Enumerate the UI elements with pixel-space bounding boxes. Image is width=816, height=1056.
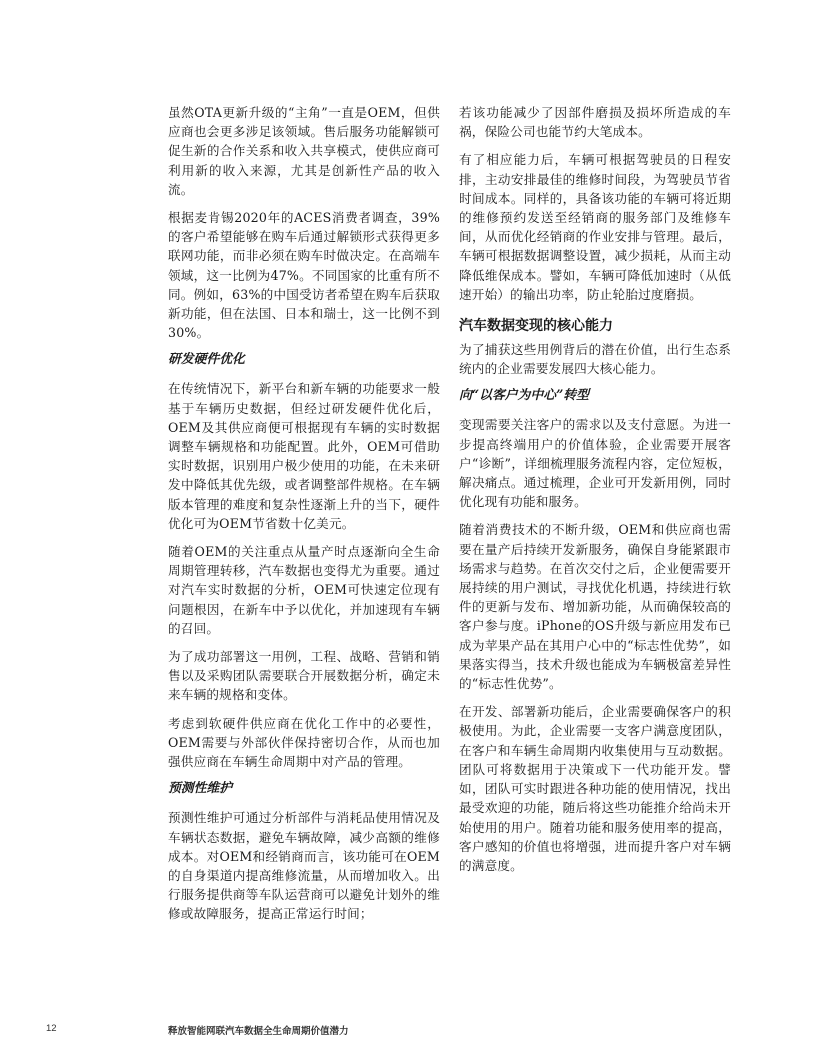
paragraph: 在开发、部署新功能后，企业需要确保客户的积极使用。为此，企业需要一支客户满意度团队，在客户和车辆生命周期内收集使用与互动数据。团队可将数据用于决策或下一代功能开发。譬如，团队可实时跟进各种功能的使用情况，找出最受欢迎的功能，随后将这些功能推介给尚未开始使用的用户。随着功能和服务使用率的提高，客户感知的价值也将增强，进而提升客户对车辆的满意度。	[459, 704, 731, 873]
paragraph: 有了相应能力后，车辆可根据驾驶员的日程安排，主动安排最佳的维修时间段，为驾驶员节省时间成本。同样的，具备该功能的车辆可将近期的维修预约发送至经销商的服务部门及维修车间，从而优化经销商的作业安排与管理。最后，车辆可根据数据调整设置，减少损耗，从而主动降低维保成本。譬如，车辆可降低加速时（从低速开始）的输出功率，防止轮胎过度磨损。	[459, 152, 731, 302]
right-column	[459, 103, 731, 884]
paragraph: 在传统情况下，新平台和新车辆的功能要求一般基于车辆历史数据，但经过研发硬件优化后，OEM及其供应商便可根据现有车辆的实时数据调整车辆规格和功能配置。此外，OEM可借助实时数据，识别用户极少使用的功能，在未来研发中降低其优先级，或者调整部件规格。在车辆版本管理的难度和复杂性逐渐上升的当下，硬件优化可为OEM节省数十亿美元。	[168, 381, 440, 531]
paragraph: 预测性维护可通过分析部件与消耗品使用情况及车辆状态数据，避免车辆故障，减少高额的维修成本。对OEM和经销商而言，该功能可在OEM的自身渠道内提高维修流量，从而增加收入。出行服务提供商等车队运营商可以避免计划外的维修或故障服务，提高正常运行时间；	[168, 810, 440, 922]
paragraph: 根据麦肯锡2020年的ACES消费者调查，39%的客户希望能够在购车后通过解锁形式获得更多联网功能，而非必须在购车时做决定。在高端车领域，这一比例为47%。不同国家的比重有所不同。例如，63%的中国受访者希望在购车后获取新功能，但在法国、日本和瑞士，这一比例不到30%。	[168, 210, 440, 341]
paragraph: 为了捕获这些用例背后的潜在价值，出行生态系统内的企业需要发展四大核心能力。	[459, 342, 731, 377]
subheading-rd-hardware: 研发硬件优化	[168, 352, 245, 368]
paragraph: 为了成功部署这一用例，工程、战略、营销和销售以及采购团队需要联合开展数据分析，确定未来车辆的规格和变体。	[168, 649, 440, 703]
paragraph: 考虑到软硬件供应商在优化工作中的必要性，OEM需要与外部伙伴保持密切合作，从而也加强供应商在车辆生命周期中对产品的管理。	[168, 715, 440, 770]
paragraph: 随着OEM的关注重点从量产时点逐渐向全生命周期管理转移，汽车数据也变得尤为重要。通过对汽车实时数据的分析，OEM可快速定位现有问题根因，在新车中予以优化，并加速现有车辆的召回。	[168, 544, 440, 636]
paragraph: 变现需要关注客户的需求以及支付意愿。为进一步提高终端用户的价值体验，企业需要开展客户“诊断”，详细梳理服务流程内容，定位短板，解决痛点。通过梳理，企业可开发新用例，同时优化现有功能和服务。	[459, 417, 731, 510]
paragraph: 若该功能减少了因部件磨损及损坏所造成的车祸，保险公司也能节约大笔成本。	[459, 105, 731, 140]
footer-title: 释放智能网联汽车数据全生命周期价值潜力	[168, 1026, 349, 1037]
subheading-predictive-maintenance: 预测性维护	[168, 781, 232, 797]
left-column	[168, 103, 440, 933]
page-number: 12	[46, 1023, 57, 1034]
section-heading: 汽车数据变现的核心能力	[459, 318, 613, 335]
paragraph: 虽然OTA更新升级的“主角”一直是OEM，但供应商也会更多涉足该领域。售后服务功能解锁可促生新的合作关系和收入共享模式，使供应商可利用新的收入来源，尤其是创新性产品的收入流。	[168, 105, 440, 197]
subheading-customer-centric: 向“以客户为中心”转型	[459, 388, 589, 404]
paragraph: 随着消费技术的不断升级，OEM和供应商也需要在量产后持续开发新服务，确保自身能紧跟市场需求与趋势。在首次交付之后，企业便需要开展持续的用户测试，寻找优化机遇，持续进行软件的更新与发布、增加新功能，从而确保较高的客户参与度。iPhone的OS升级与新应用发布已成为苹果产品在其用户心中的“标志性优势”，如果落实得当，技术升级也能成为车辆极富差异性的“标志性优势”。	[459, 522, 731, 692]
